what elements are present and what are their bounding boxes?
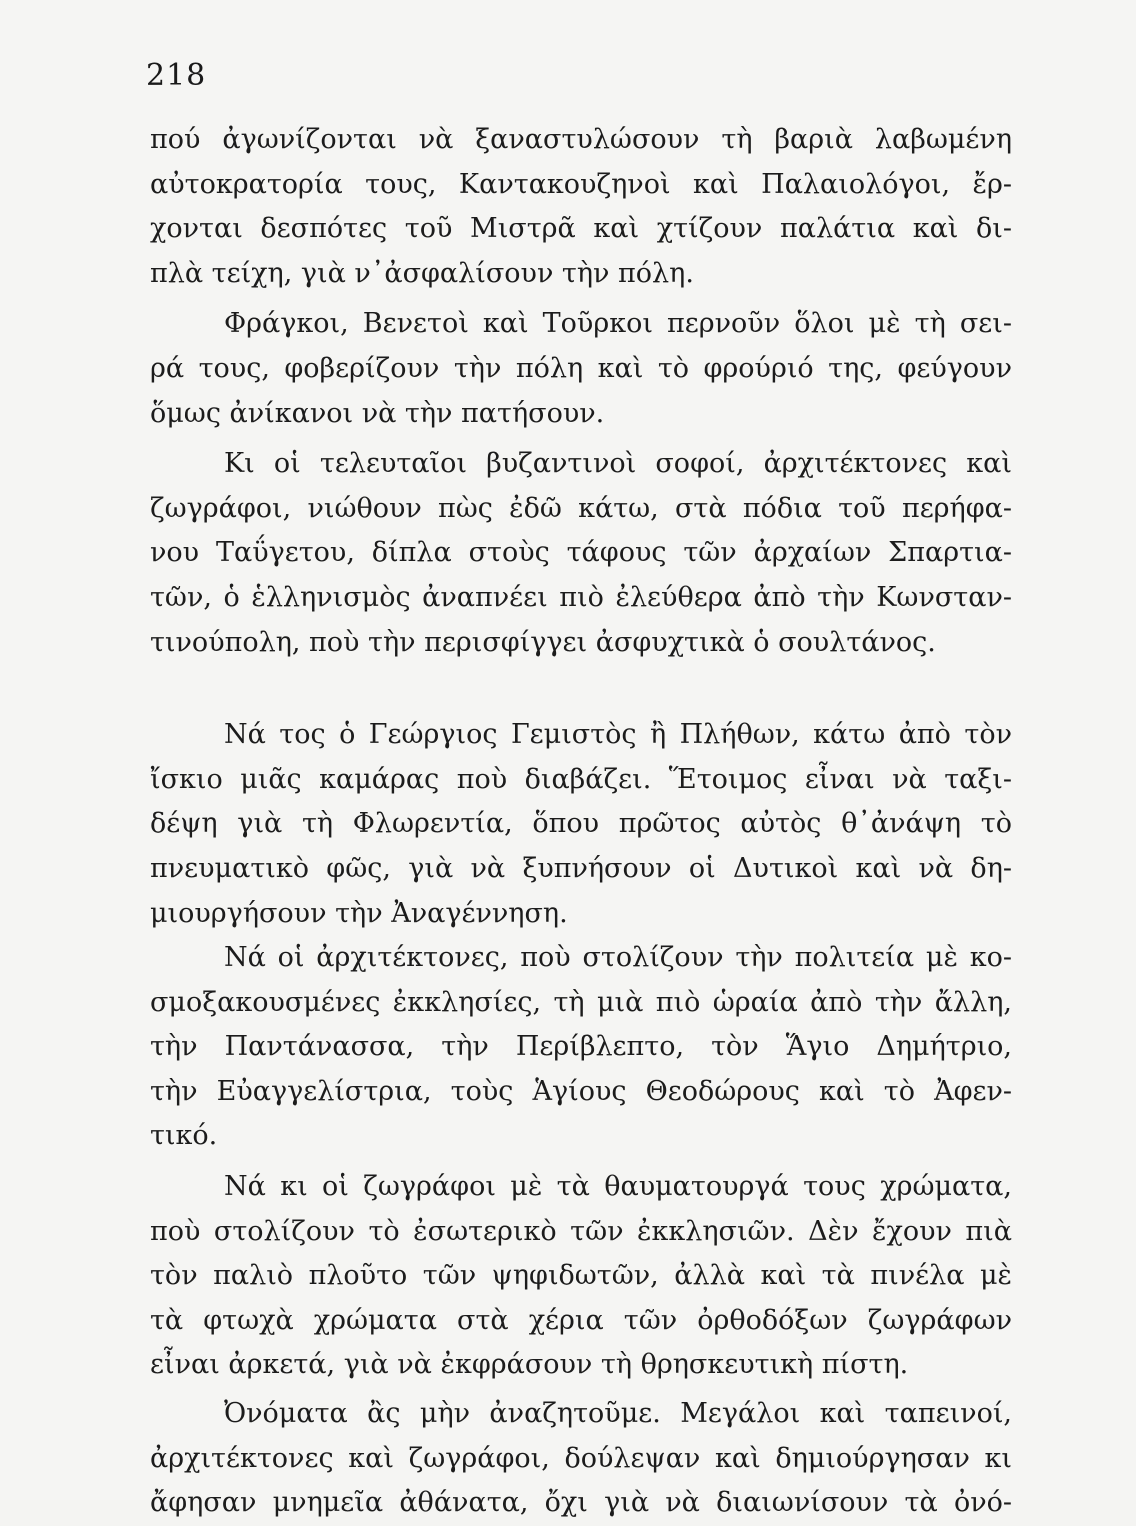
text-line: χονται δεσπότες τοῦ Μιστρᾶ καὶ χτίζουν παλάτια καὶ δι- [150,213,1012,245]
text-line: Νά οἱ ἀρχιτέκτονες, ποὺ στολίζουν τὴν πολιτεία μὲ κο- [224,942,1012,974]
text-line: τὰ φτωχὰ χρώματα στὰ χέρια τῶν ὀρθοδόξων ζωγράφων [150,1304,1012,1336]
paragraph-2 [150,302,1012,436]
text-line: ζωγράφοι, νιώθουν πὼς ἐδῶ κάτω, στὰ πόδια τοῦ περήφα- [150,492,1012,524]
text-line: νου Ταΰγετου, δίπλα στοὺς τάφους τῶν ἀρχαίων Σπαρτια- [150,537,1012,569]
paragraph-3 [150,442,1012,665]
text-line: τὴν Εὐαγγελίστρια, τοὺς Ἁγίους Θεοδώρους καὶ τὸ Ἀφεν- [150,1075,1012,1107]
text-line: σμοξακουσμένες ἐκκλησίες, τὴ μιὰ πιὸ ὡραία ἀπὸ τὴν ἄλλη, [150,986,1012,1018]
paragraph-7 [150,1392,1012,1526]
text-line: πλὰ τείχη, γιὰ ν᾽ἀσφαλίσουν τὴν πόλη. [150,257,694,289]
text-line: Ὀνόματα ἂς μὴν ἀναζητοῦμε. Μεγάλοι καὶ ταπεινοί, [224,1398,1012,1430]
text-line: Νά κι οἱ ζωγράφοι μὲ τὰ θαυματουργά τους χρώματα, [224,1171,1012,1203]
text-line: ὅμως ἀνίκανοι νὰ τὴν πατήσουν. [150,397,605,429]
text-line: ἴσκιο μιᾶς καμάρας ποὺ διαβάζει. Ἕτοιμος εἶναι νὰ ταξι- [150,763,1012,795]
page-number: 218 [146,58,207,93]
text-line: τὸν παλιὸ πλοῦτο τῶν ψηφιδωτῶν, ἀλλὰ καὶ τὰ πινέλα μὲ [150,1260,1012,1292]
text-line: μιουργήσουν τὴν Ἀναγέννηση. [150,897,568,929]
text-line: Κι οἱ τελευταῖοι βυζαντινοὶ σοφοί, ἀρχιτέκτονες καὶ [224,448,1012,480]
text-line: δέψη γιὰ τὴ Φλωρεντία, ὅπου πρῶτος αὐτὸς θ᾽ἀνάψη τὸ [150,808,1012,840]
text-line: πού ἀγωνίζονται νὰ ξαναστυλώσουν τὴ βαριὰ λαβωμένη [150,124,1012,155]
text-line: ρά τους, φοβερίζουν τὴν πόλη καὶ τὸ φρούριό της, φεύγουν [150,352,1012,384]
text-line: τικό. [150,1120,218,1152]
text-line: Φράγκοι, Βενετοὶ καὶ Τοῦρκοι περνοῦν ὅλοι μὲ τὴ σει- [224,308,1012,340]
text-line: ποὺ στολίζουν τὸ ἐσωτερικὸ τῶν ἐκκλησιῶν. Δὲν ἔχουν πιὰ [150,1215,1012,1247]
text-line: τῶν, ὁ ἑλληνισμὸς ἀναπνέει πιὸ ἐλεύθερα ἀπὸ τὴν Κωνσταν- [150,581,1012,613]
paragraph-5 [150,936,1012,1159]
text-line: τὴν Παντάνασσα, τὴν Περίβλεπτο, τὸν Ἅγιο Δημήτριο, [150,1031,1012,1063]
paragraph-6 [150,1165,1012,1388]
text-line: αὐτοκρατορία τους, Καντακουζηνοὶ καὶ Παλαιολόγοι, ἔρ- [150,168,1012,200]
text-line: πνευματικὸ φῶς, γιὰ νὰ ξυπνήσουν οἱ Δυτικοὶ καὶ νὰ δη- [150,852,1012,884]
text-line: εἶναι ἀρκετά, γιὰ νὰ ἐκφράσουν τὴ θρησκευτικὴ πίστη. [150,1349,909,1381]
text-line: ἀρχιτέκτονες καὶ ζωγράφοι, δούλεψαν καὶ δημιούργησαν κι [150,1442,1012,1474]
text-line: ἄφησαν μνημεῖα ἀθάνατα, ὄχι γιὰ νὰ διαιωνίσουν τὰ ὀνό- [150,1487,1012,1519]
text-line: τινούπολη, ποὺ τὴν περισφίγγει ἀσφυχτικὰ ὁ σουλτάνος. [150,626,936,658]
text-line: Νά τος ὁ Γεώργιος Γεμιστὸς ἢ Πλήθων, κάτω ἀπὸ τὸν [224,719,1012,751]
paragraph-4 [150,713,1012,936]
body-text [150,118,1012,1526]
paragraph-1 [150,118,1012,296]
